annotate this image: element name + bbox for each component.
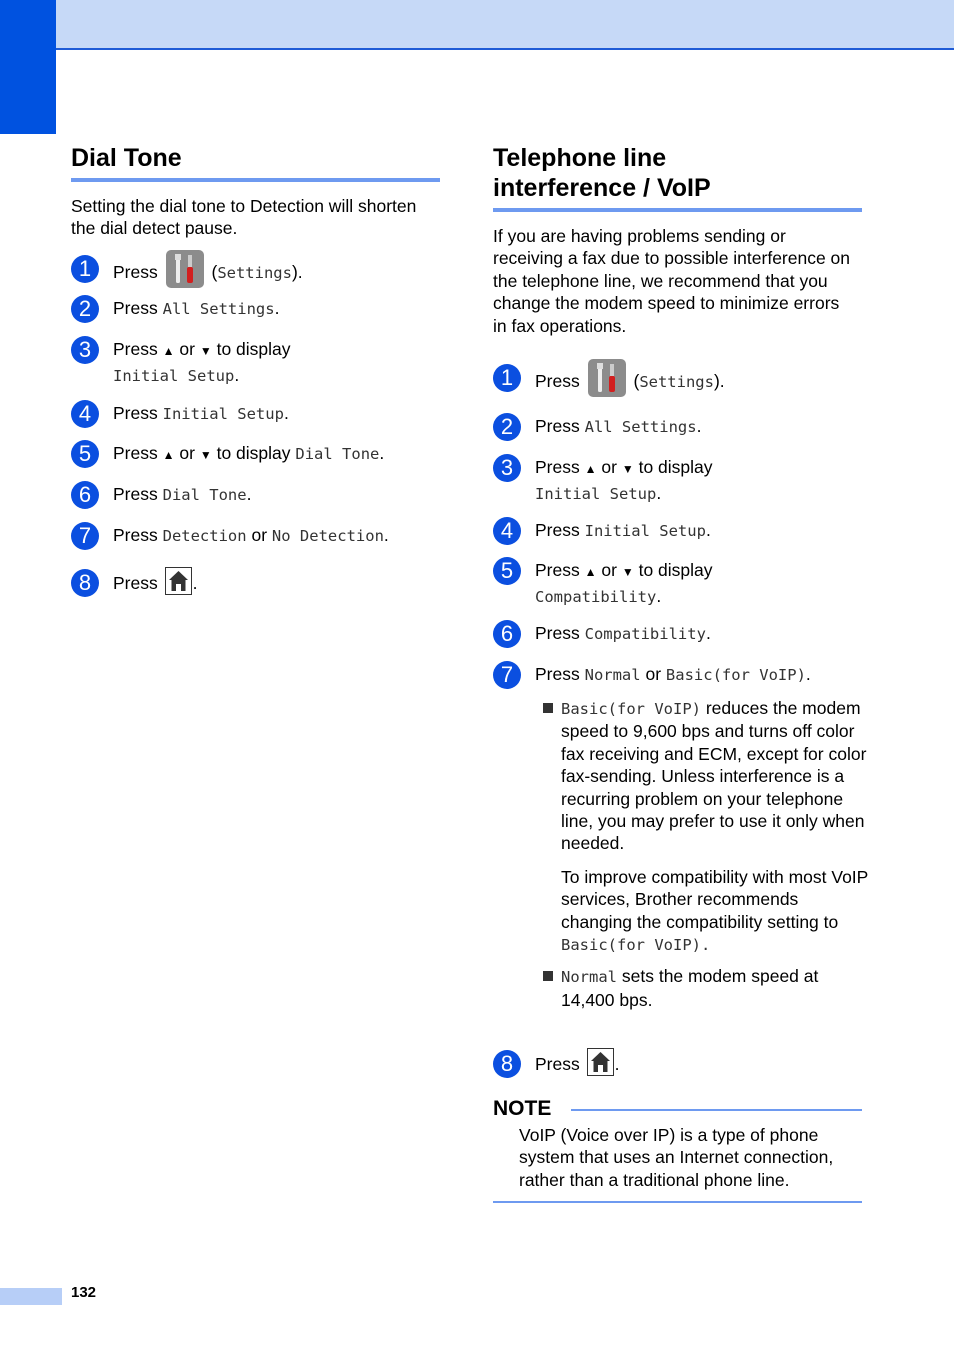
down-arrow-icon: ▼ [199,344,212,358]
press-label: Press [535,623,580,643]
bullet-text: sets the modem speed at 14,400 bps. [561,966,819,1010]
bullet-subtext: To improve compatibility with most VoIP services, Brother recommends changing the compatibility setting to [561,866,869,932]
section-title [493,143,711,203]
section-title: Dial Tone [71,144,182,172]
press-label: Press [535,560,580,580]
or-label: or [601,457,617,477]
header-band [0,0,954,50]
menu-option: Basic(for VoIP). [561,936,711,955]
list-item [541,697,871,855]
footer-bar [0,1288,62,1305]
step-number: 5 [71,440,99,468]
note-body: VoIP (Voice over IP) is a type of phone system that uses an Internet connection, rather than a traditional phone line. [519,1125,834,1190]
step-number: 1 [493,364,521,392]
menu-option: Normal [584,666,641,684]
menu-option: Dial Tone [295,445,380,463]
or-label: or [645,664,662,684]
step-number: 6 [71,481,99,509]
step-number: 7 [493,661,521,689]
title-rule [493,208,862,212]
down-arrow-icon: ▼ [621,565,634,579]
menu-option: Compatibility [535,588,657,606]
bullet-subparagraph [541,866,871,957]
settings-icon [165,249,205,289]
step-number: 2 [493,413,521,441]
settings-label: Settings [217,264,292,283]
up-arrow-icon: ▲ [162,448,175,462]
menu-option: Initial Setup [162,405,284,423]
to-display-label: to display [638,457,713,477]
press-label: Press [113,484,158,504]
step-number: 8 [71,569,99,597]
section-title-line2: interference / VoIP [493,174,711,202]
menu-option: No Detection [271,527,384,545]
note-bottom-rule [493,1201,862,1203]
menu-option: Initial Setup [113,367,235,385]
bullet-icon [543,703,553,713]
or-label: or [251,525,268,545]
menu-option: Basic(for VoIP) [665,666,806,684]
press-label: Press [535,520,580,540]
step-number: 4 [71,400,99,428]
up-arrow-icon: ▲ [584,462,597,476]
press-label: Press [535,371,580,392]
press-label: Press [535,664,580,684]
press-label: Press [113,262,158,283]
or-label: or [179,339,195,359]
bullet-icon [543,971,553,981]
press-label: Press [535,457,580,477]
press-label: Press [113,525,158,545]
chapter-tab [0,0,56,134]
press-label: Press [535,416,580,436]
menu-option: Basic(for VoIP) [561,700,701,718]
step-number: 3 [71,336,99,364]
step-number: 5 [493,557,521,585]
note-heading: NOTE [493,1097,552,1120]
or-label: or [179,443,195,463]
step-7-bullets [541,697,871,1011]
menu-option: Detection [162,527,247,545]
intro-text: Setting the dial tone to Detection will shorten the dial detect pause. [71,196,417,239]
step-number: 4 [493,517,521,545]
intro-text: If you are having problems sending or receiving a fax due to possible interference on the telephone line, we recommend that you change the modem speed to minimize errors in fax operations. [493,226,851,336]
step-number: 8 [493,1050,521,1078]
to-display-label: to display [216,443,291,463]
menu-option: Initial Setup [535,485,657,503]
down-arrow-icon: ▼ [621,462,634,476]
page-number: 132 [71,1284,97,1301]
press-label: Press [113,443,158,463]
up-arrow-icon: ▲ [162,344,175,358]
step-number: 3 [493,454,521,482]
press-label: Press [535,1054,580,1074]
settings-label: Settings [639,373,714,392]
bullet-text: reduces the modem speed to 9,600 bps and turns off color fax receiving and ECM, except for color fax-sending. Unless interference is a recurring problem on your telephone line, you may prefer to use it only when needed. [561,698,867,854]
step-number: 6 [493,620,521,648]
menu-option: Compatibility [584,625,706,643]
settings-icon [587,358,627,398]
menu-option: All Settings [584,418,697,436]
or-label: or [601,560,617,580]
press-label: Press [113,339,158,359]
menu-option: Normal [561,968,617,987]
menu-option: Dial Tone [162,486,247,504]
to-display-label: to display [638,560,713,580]
press-label: Press [113,403,158,423]
title-rule [71,178,440,182]
up-arrow-icon: ▲ [584,565,597,579]
note-top-rule [571,1109,862,1111]
menu-option: Initial Setup [584,522,706,540]
list-item [541,965,871,1011]
home-icon [587,1048,614,1076]
step-number: 2 [71,295,99,323]
press-label: Press [113,573,158,593]
section-title-line1: Telephone line [493,144,667,172]
home-icon [165,567,192,595]
press-label: Press [113,298,158,318]
down-arrow-icon: ▼ [199,448,212,462]
menu-option: All Settings [162,300,275,318]
step-number: 7 [71,522,99,550]
step-number: 1 [71,255,99,283]
to-display-label: to display [216,339,291,359]
